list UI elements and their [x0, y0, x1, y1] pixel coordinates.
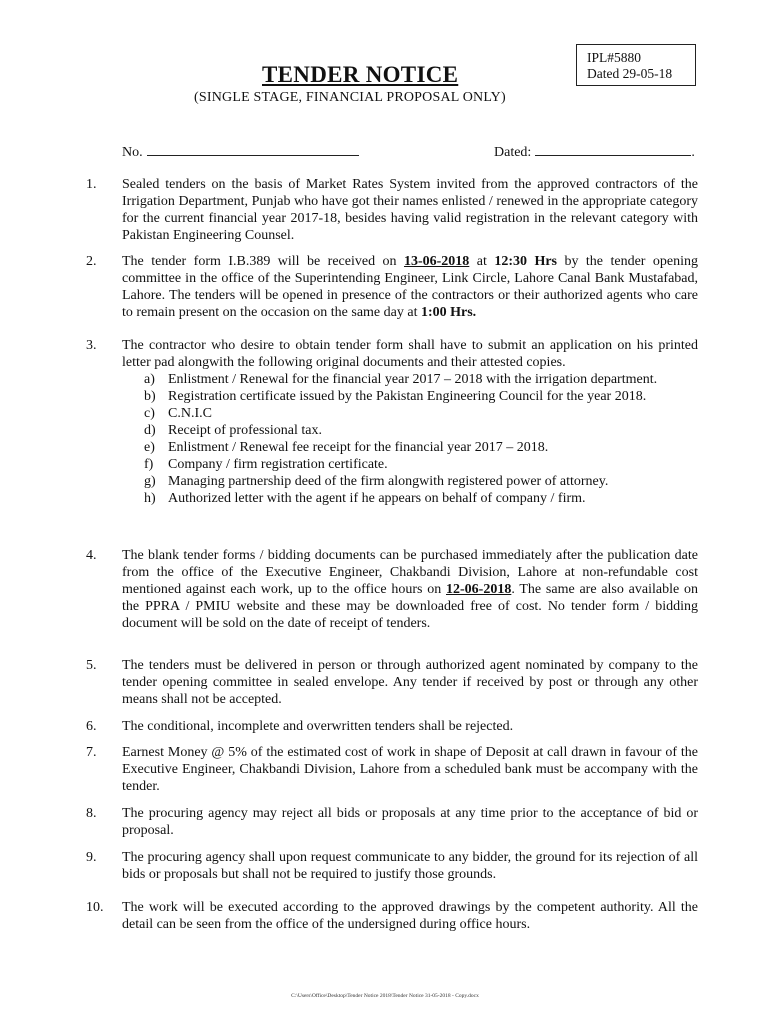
sub-label: b): [144, 389, 156, 404]
sub-label: c): [144, 406, 155, 421]
number-label: No.: [122, 145, 143, 160]
item-number: 10.: [86, 900, 104, 915]
dated-blank: [535, 141, 691, 156]
list-item: [86, 253, 698, 321]
sub-label: f): [144, 457, 154, 472]
item-text-part: at: [469, 254, 495, 269]
document-list-item: [144, 439, 698, 456]
document-list-item: [144, 473, 698, 490]
list-item: [86, 547, 698, 632]
sub-label: g): [144, 474, 156, 489]
document-list-item: [144, 405, 698, 422]
list-item: [86, 337, 698, 507]
list-item: [86, 849, 698, 883]
sub-text: Managing partnership deed of the firm alongwith registered power of attorney.: [168, 474, 609, 489]
sub-label: a): [144, 372, 155, 387]
list-item: [86, 805, 698, 839]
item-text-part: The tender form I.B.389 will be received on: [122, 254, 404, 269]
number-field: [122, 141, 359, 161]
list-item: [86, 718, 698, 735]
item-text: The conditional, incomplete and overwritten tenders shall be rejected.: [122, 719, 514, 734]
list-item: [86, 657, 698, 708]
reference-number: IPL#5880: [587, 50, 641, 65]
item-number: 7.: [86, 745, 97, 760]
sub-text: Authorized letter with the agent if he appears on behalf of company / firm.: [168, 491, 586, 506]
sub-text: Receipt of professional tax.: [168, 423, 322, 438]
item-number: 9.: [86, 850, 97, 865]
item-text: The contractor who desire to obtain tender form shall have to submit an application on his printed letter pad alongwith the following original documents and their attested copies.: [122, 338, 698, 370]
item-text-part: by the tender opening committee in the office of the Superintending Engineer, Link Circle, Lahore Canal Bank Mustafabad, Lahore. The tenders will be opened in presence of the contractors or their authorized agents who care to remain present on the occasion on the same day at: [122, 254, 698, 320]
page-title: TENDER NOTICE: [262, 62, 459, 87]
opening-time: 12:30 Hrs: [494, 254, 557, 269]
item-number: 5.: [86, 658, 97, 673]
item-number: 8.: [86, 806, 97, 821]
reference-box: [576, 44, 696, 86]
dated-field: [494, 141, 695, 161]
opening-date: 13-06-2018: [403, 254, 470, 269]
item-text: The procuring agency shall upon request communicate to any bidder, the ground for its rejection of all bids or proposals but shall not be required to justify those grounds.: [122, 850, 698, 882]
item-text-part: . The same are also available on the PPRA / PMIU website and these may be downloaded free of cost. No tender form / bidding document will be sold on the date of receipt of tenders.: [122, 582, 698, 631]
document-list-item: [144, 388, 698, 405]
footer-file-path: C:\Users\Office\Desktop\Tender Notice 2018\Tender Notice 31-05-2018 - Copy.docx: [291, 993, 479, 999]
item-number: 6.: [86, 719, 97, 734]
document-list: [122, 371, 698, 507]
sub-text: Registration certificate issued by the Pakistan Engineering Council for the year 2018.: [168, 389, 647, 404]
opening-time-2: 1:00 Hrs.: [420, 305, 477, 320]
document-list-item: [144, 422, 698, 439]
item-text-part: The blank tender forms / bidding documents can be purchased immediately after the publication date from the office of the Executive Engineer, Chakbandi Division, Lahore at non-refundable cost mentioned against each work, up to the office hours on: [122, 548, 698, 597]
list-item: [86, 744, 698, 795]
sub-text: Company / firm registration certificate.: [168, 457, 388, 472]
item-text: The procuring agency may reject all bids or proposals at any time prior to the acceptance of bid or proposal.: [122, 806, 698, 838]
item-number: 3.: [86, 338, 97, 353]
item-text: Sealed tenders on the basis of Market Rates System invited from the approved contractors of the Irrigation Department, Punjab who have got their names enlisted / renewed in the appropriate category for the current financial year 2017-18, besides having valid registration in the relevant category with Pakistan Engineering Counsel.: [122, 177, 698, 243]
sub-text: Enlistment / Renewal for the financial year 2017 – 2018 with the irrigation department.: [168, 372, 658, 387]
item-number: 2.: [86, 254, 97, 269]
document-list-item: [144, 490, 698, 507]
document-list-item: [144, 456, 698, 473]
dated-label: Dated:: [494, 145, 532, 160]
item-number: 4.: [86, 548, 97, 563]
purchase-deadline: 12-06-2018: [446, 582, 512, 597]
document-list-item: [144, 371, 698, 388]
dated-end: .: [691, 145, 695, 160]
sub-text: Enlistment / Renewal fee receipt for the financial year 2017 – 2018.: [168, 440, 549, 455]
list-item: [86, 899, 698, 933]
item-number: 1.: [86, 177, 97, 192]
item-text: [122, 253, 698, 321]
item-text: [122, 547, 698, 632]
sub-label: e): [144, 440, 155, 455]
number-blank: [147, 141, 359, 156]
sub-text: C.N.I.C: [168, 406, 212, 421]
sub-label: d): [144, 423, 156, 438]
item-text: The work will be executed according to the approved drawings by the competent authority. All the detail can be seen from the office of the undersigned during office hours.: [122, 900, 698, 932]
item-text: The tenders must be delivered in person or through authorized agent nominated by company to the tender opening committee in sealed envelope. Any tender if received by post or through any other means shall not be accepted.: [122, 658, 698, 707]
reference-date: Dated 29-05-18: [587, 66, 673, 81]
sub-label: h): [144, 491, 156, 506]
page-subtitle: (SINGLE STAGE, FINANCIAL PROPOSAL ONLY): [194, 90, 506, 105]
item-text: Earnest Money @ 5% of the estimated cost of work in shape of Deposit at call drawn in favour of the Executive Engineer, Chakbandi Division, Lahore from a scheduled bank must be accompany with the tender.: [122, 745, 698, 794]
list-item: [86, 176, 698, 244]
